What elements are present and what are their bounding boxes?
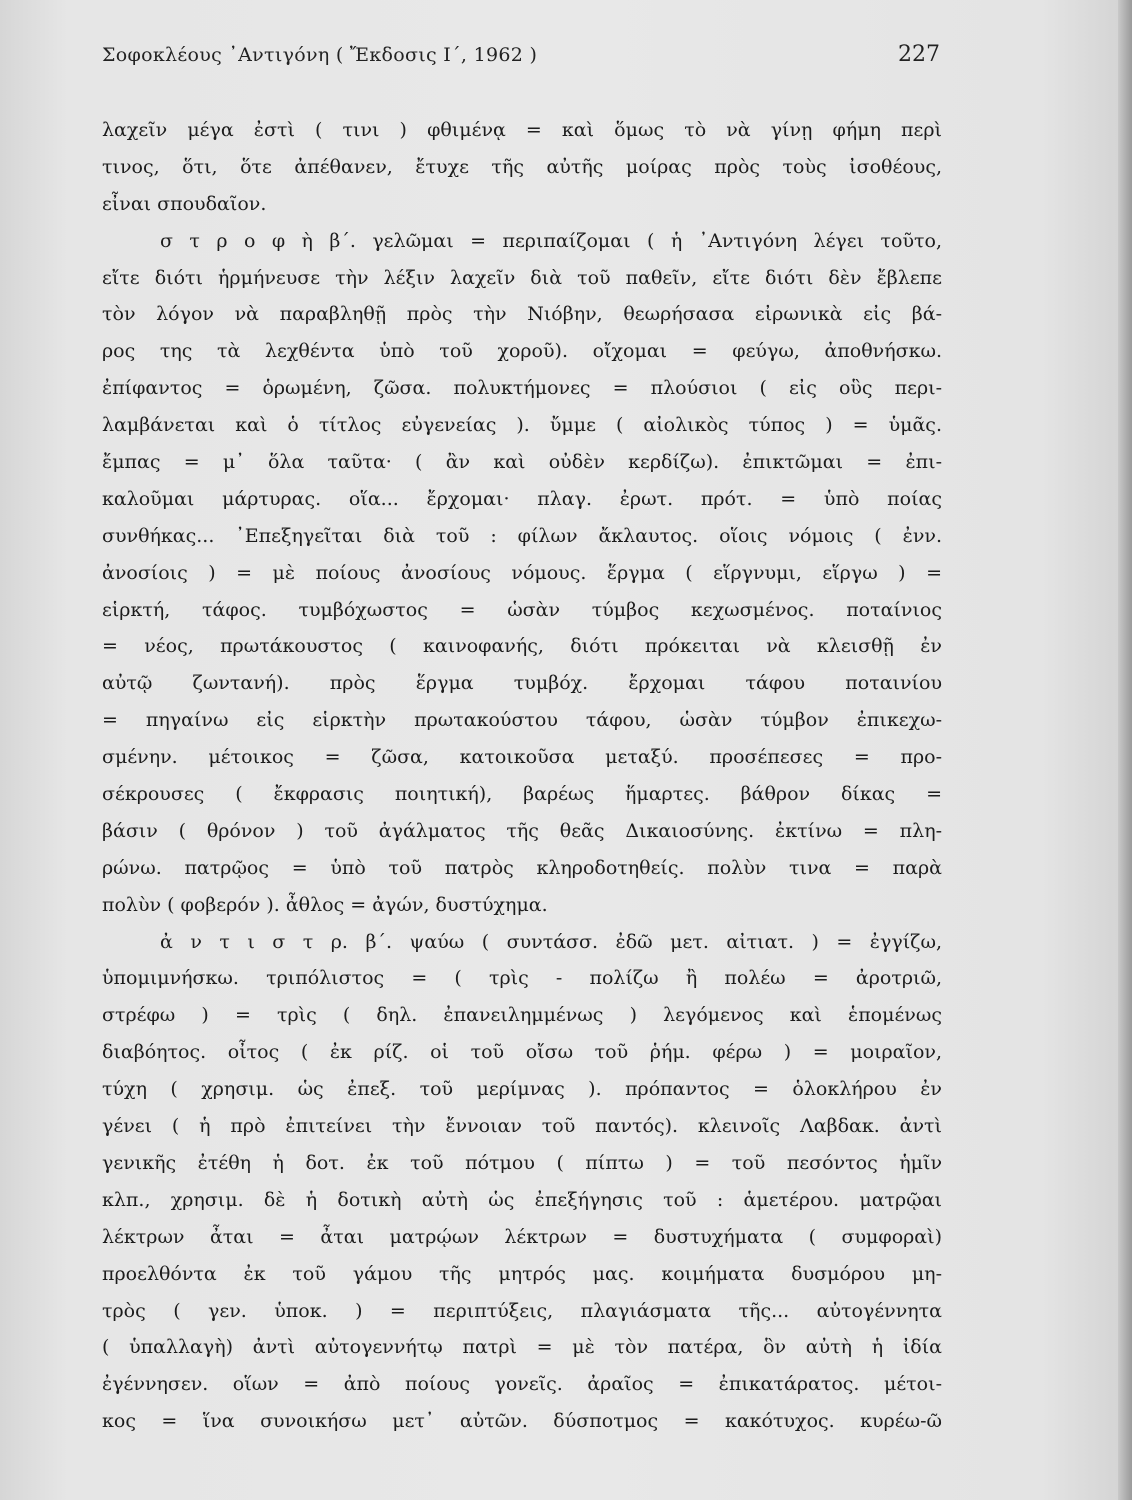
commentary-text <box>102 112 942 1440</box>
text-line: εἱρκτή, τάφος. τυμβόχωστος = ὡσὰν τύμβος κεχωσμένος. ποταίνιος <box>102 598 942 621</box>
text-line: βάσιν ( θρόνον ) τοῦ ἀγάλματος τῆς θεᾶς Δικαιοσύνης. ἐκτίνω = πλη- <box>102 819 942 842</box>
text-line: = νέος, πρωτάκουστος ( καινοφανής, διότι πρόκειται νὰ κλεισθῇ ἐν <box>102 635 942 658</box>
text-line: ἔμπας = μ᾽ ὅλα ταῦτα· ( ἂν καὶ οὐδὲν κερδίζω). ἐπικτῶμαι = ἐπι- <box>102 451 942 474</box>
text-line: τὸν λόγον νὰ παραβληθῇ πρὸς τὴν Νιόβην, θεωρήσασα εἰρωνικὰ εἰς βά- <box>102 303 942 326</box>
text-line: = πηγαίνω εἰς εἱρκτὴν πρωτακούστου τάφου, ὡσὰν τύμβον ἐπικεχω- <box>102 709 942 732</box>
text-line: πολὺν ( φοβερόν ). ἆθλος = ἀγών, δυστύχημα. <box>102 893 548 916</box>
text-line: λαμβάνεται καὶ ὁ τίτλος εὐγενείας ). ὔμμε ( αἰολικὸς τύπος ) = ὑμᾶς. <box>102 414 942 437</box>
text-line: διαβόητος. οἶτος ( ἐκ ρίζ. οἱ τοῦ οἴσω τοῦ ῥήμ. φέρω ) = μοιραῖον, <box>102 1041 942 1064</box>
text-line: καλοῦμαι μάρτυρας. οἵα... ἔρχομαι· πλαγ. ἐρωτ. πρότ. = ὑπὸ ποίας <box>102 487 942 510</box>
text-line: συνθήκας... ᾿Επεξηγεῖται διὰ τοῦ : φίλων ἄκλαυτος. οἵοις νόμοις ( ἐνν. <box>102 524 942 547</box>
text-line: στρέφω ) = τρὶς ( δηλ. ἐπανειλημμένως ) λεγόμενος καὶ ἑπομένως <box>102 1004 942 1027</box>
text-line: σ τ ρ ο φ ὴ β΄. γελῶμαι = περιπαίζομαι ( ἡ ᾿Αντιγόνη λέγει τοῦτο, <box>160 229 942 252</box>
text-line: εἴτε διότι ἡρμήνευσε τὴν λέξιν λαχεῖν διὰ τοῦ παθεῖν, εἴτε διότι δὲν ἔβλεπε <box>102 266 942 289</box>
text-line: τύχη ( χρησιμ. ὡς ἐπεξ. τοῦ μερίμνας ). πρόπαντος = ὁλοκλήρου ἐν <box>102 1078 942 1101</box>
page-number: 227 <box>898 42 940 67</box>
text-line: γενικῆς ἐτέθη ἡ δοτ. ἐκ τοῦ πότμου ( πίπτω ) = τοῦ πεσόντος ἡμῖν <box>102 1151 942 1174</box>
text-line: ἐπίφαντος = ὁρωμένη, ζῶσα. πολυκτήμονες = πλούσιοι ( εἰς οὓς περι- <box>102 377 942 400</box>
text-line: αὐτῷ ζωντανή). πρὸς ἕργμα τυμβόχ. ἔρχομαι τάφου ποταινίου <box>102 672 942 695</box>
text-line: σέκρουσες ( ἔκφρασις ποιητική), βαρέως ἥμαρτες. βάθρον δίκας = <box>102 783 942 806</box>
page-edge-shadow <box>1118 0 1132 1500</box>
text-line: λαχεῖν μέγα ἐστὶ ( τινι ) φθιμένᾳ = καὶ ὅμως τὸ νὰ γίνῃ φήμη περὶ <box>102 119 942 141</box>
text-line: ἀνοσίοις ) = μὲ ποίους ἀνοσίους νόμους. ἕργμα ( εἵργνυμι, εἵργω ) = <box>102 561 942 584</box>
text-line: λέκτρων ἆται = ἆται ματρῴων λέκτρων = δυστυχήματα ( συμφοραὶ) <box>102 1225 942 1248</box>
text-line: ἐγέννησεν. οἵων = ἀπὸ ποίους γονεῖς. ἀραῖος = ἐπικατάρατος. μέτοι- <box>102 1373 942 1396</box>
text-line: γένει ( ἡ πρὸ ἐπιτείνει τὴν ἔννοιαν τοῦ παντός). κλεινοῖς Λαβδακ. ἀντὶ <box>102 1115 942 1138</box>
running-header: Σοφοκλέους ᾿Αντιγόνη ( Ἔκδοσις Ι΄, 1962 ) <box>102 44 538 66</box>
text-line: τινος, ὅτι, ὅτε ἀπέθανεν, ἔτυχε τῆς αὐτῆς μοίρας πρὸς τοὺς ἰσοθέους, <box>102 155 942 178</box>
text-line: τρὸς ( γεν. ὑποκ. ) = περιπτύξεις, πλαγιάσματα τῆς... αὐτογέννητα <box>102 1299 942 1322</box>
text-line: ρώνω. πατρῷος = ὑπὸ τοῦ πατρὸς κληροδοτηθείς. πολὺν τινα = παρὰ <box>102 856 942 879</box>
text-line: προελθόντα ἐκ τοῦ γάμου τῆς μητρός μας. κοιμήματα δυσμόρου μη- <box>102 1262 942 1285</box>
text-line: ( ὑπαλλαγὴ) ἀντὶ αὐτογεννήτῳ πατρὶ = μὲ τὸν πατέρα, ὃν αὐτὴ ἡ ἰδία <box>102 1336 942 1359</box>
text-line: εἶναι σπουδαῖον. <box>102 192 267 215</box>
text-line: ἀ ν τ ι σ τ ρ. β΄. ψαύω ( συντάσσ. ἐδῶ μετ. αἰτιατ. ) = ἐγγίζω, <box>160 930 942 953</box>
text-line: σμένην. μέτοικος = ζῶσα, κατοικοῦσα μεταξύ. προσέπεσες = προ- <box>102 746 942 769</box>
text-line: κος = ἵνα συνοικήσω μετ᾽ αὐτῶν. δύσποτμος = κακότυχος. κυρέω-ῶ <box>102 1410 942 1433</box>
text-line: ρος της τὰ λεχθέντα ὑπὸ τοῦ χοροῦ). οἴχομαι = φεύγω, ἀποθνήσκω. <box>102 340 942 363</box>
text-line: κλπ., χρησιμ. δὲ ἡ δοτικὴ αὐτὴ ὡς ἐπεξήγησις τοῦ : ἁμετέρου. ματρῷαι <box>102 1188 942 1211</box>
text-line: ὑπομιμνήσκω. τριπόλιστος = ( τρὶς - πολίζω ἢ πολέω = ἀροτριῶ, <box>102 967 942 990</box>
